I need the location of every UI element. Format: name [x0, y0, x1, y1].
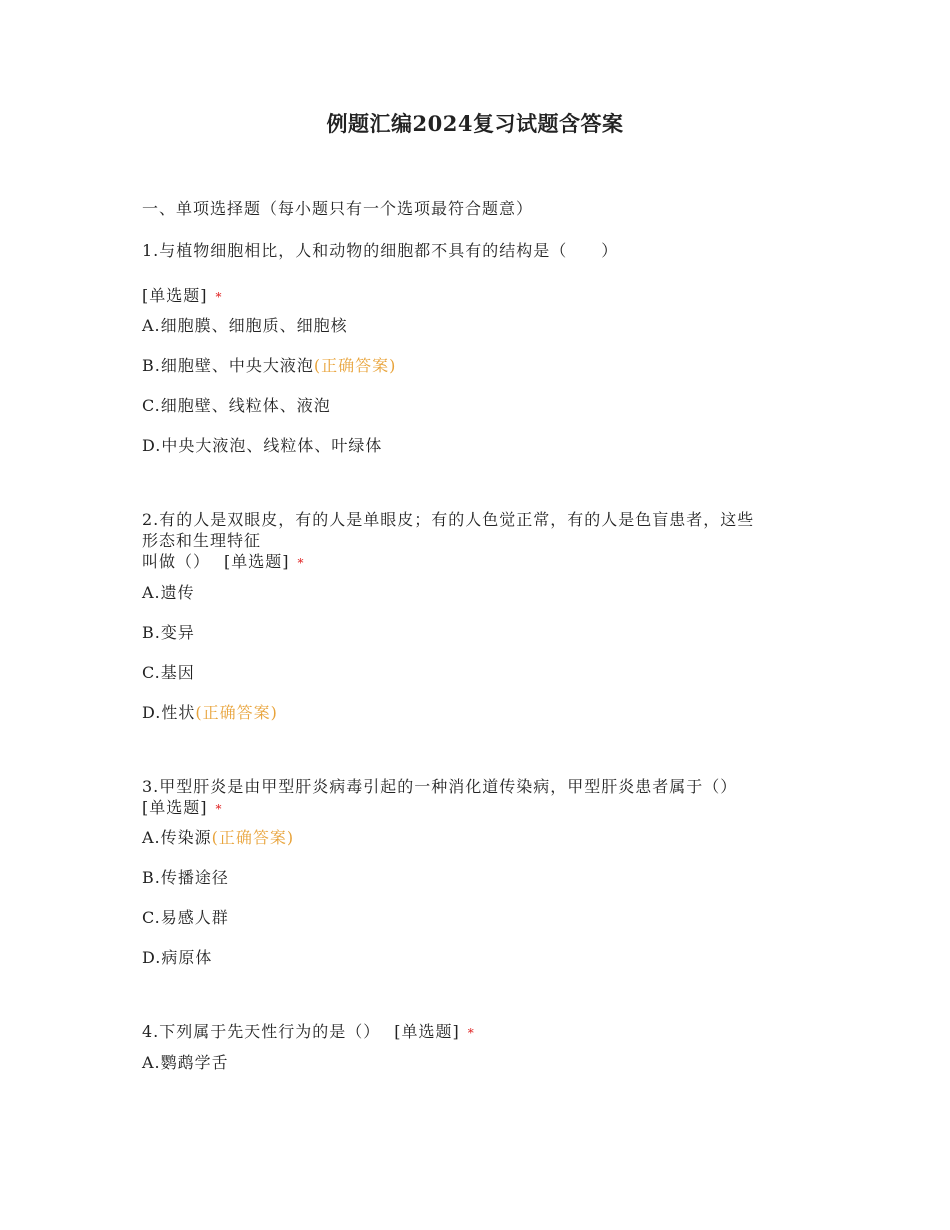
document-title: 例题汇编2024复习试题含答案 [326, 111, 624, 136]
question-1-option-d[interactable]: D.中央大液泡、线粒体、叶绿体 [142, 436, 383, 455]
question-4-stem-text: 4.下列属于先天性行为的是（） [142, 1022, 381, 1041]
question-2-stem-text: 叫做（） [142, 552, 211, 571]
question-2-stem-line-2: 形态和生理特征 [142, 531, 262, 550]
question-1-option-b[interactable] [142, 355, 396, 377]
question-type-label: [单选题] [142, 286, 208, 305]
required-mark: * [467, 1026, 475, 1040]
question-type-label: [单选题] [224, 552, 290, 571]
question-2-option-b[interactable]: B.变异 [142, 623, 195, 642]
question-2-stem-line-1: 2.有的人是双眼皮，有的人是单眼皮；有的人色觉正常，有的人是色盲患者，这些 [142, 510, 755, 529]
question-2-stem-line-3 [142, 551, 305, 574]
required-mark: * [215, 290, 223, 304]
correct-answer-tag: (正确答案) [313, 356, 397, 375]
correct-answer-tag: (正确答案) [211, 828, 295, 847]
question-2-option-a[interactable]: A.遗传 [142, 583, 195, 602]
question-2-option-c[interactable]: C.基因 [142, 663, 195, 682]
question-1-type [142, 285, 223, 308]
question-3-option-b[interactable]: B.传播途径 [142, 868, 229, 887]
question-3-option-a[interactable] [142, 827, 294, 849]
question-1-option-a[interactable]: A.细胞膜、细胞质、细胞核 [142, 316, 348, 335]
option-text: D.性状 [142, 703, 196, 722]
question-3-stem: 3.甲型肝炎是由甲型肝炎病毒引起的一种消化道传染病，甲型肝炎患者属于（） [142, 777, 738, 796]
question-3-type [142, 797, 223, 820]
option-text: B.细胞壁、中央大液泡 [142, 356, 314, 375]
option-text: A.传染源 [142, 828, 212, 847]
question-1-option-c[interactable]: C.细胞壁、线粒体、液泡 [142, 396, 331, 415]
correct-answer-tag: (正确答案) [195, 703, 278, 722]
required-mark: * [215, 802, 223, 816]
section-heading: 一、单项选择题（每小题只有一个选项最符合题意） [142, 199, 534, 218]
question-3-option-c[interactable]: C.易感人群 [142, 908, 229, 927]
question-type-label: [单选题] [394, 1022, 460, 1041]
question-3-option-d[interactable]: D.病原体 [142, 948, 213, 967]
question-type-label: [单选题] [142, 798, 208, 817]
question-4-stem [142, 1021, 475, 1044]
required-mark: * [297, 556, 305, 570]
question-2-option-d[interactable] [142, 702, 278, 724]
question-4-option-a[interactable]: A.鹦鹉学舌 [142, 1053, 229, 1072]
question-1-stem: 1.与植物细胞相比，人和动物的细胞都不具有的结构是（ ） [142, 241, 619, 260]
